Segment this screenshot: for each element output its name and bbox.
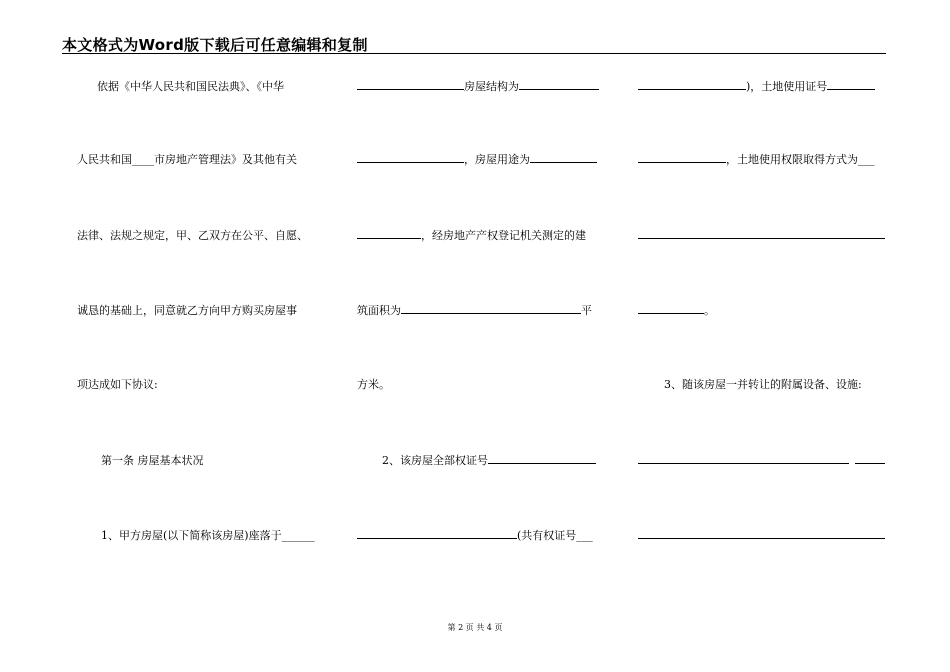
structure-label: 房屋结构为 [464,80,519,93]
col2-line-6 [382,454,596,468]
col2-line-3 [357,229,586,243]
blank-field [638,304,704,314]
structure-blank [519,80,599,90]
blank-field [357,153,464,163]
blank-field [855,454,885,464]
col2-line-2 [357,153,597,167]
col1-line-2: 人民共和国____市房地产管理法》及其他有关 [77,153,297,166]
col3-line-1 [638,80,875,94]
article-1-heading: 第一条 房屋基本状况 [101,454,204,467]
col2-line-7 [357,529,593,543]
col3-line-3 [638,229,885,243]
blank-field [638,529,885,539]
location-blank: ______ [281,529,315,542]
registry-label: ，经房地产产权登记机关测定的建 [421,229,586,242]
col2-line-4 [357,304,592,318]
col1-line-3: 法律、法规之规定，甲、乙双方在公平、自愿、 [77,229,308,242]
land-acquisition-label: ，土地使用权限取得方式为___ [726,153,875,166]
area-blank [401,304,581,314]
area-label: 筑面积为 [357,304,401,317]
col3-line-6 [638,454,885,468]
col1-line-7 [101,529,315,543]
co-ownership-label: (共有权证号___ [517,529,593,542]
area-unit: 平 [581,304,592,317]
usage-label: ，房屋用途为 [464,153,530,166]
location-label: 1、甲方房屋(以下简称该房屋)座落于 [101,529,282,542]
land-cert-blank [827,80,875,90]
blank-field [357,80,464,90]
land-cert-label: )，土地使用证号 [746,80,828,93]
col1-line-5: 项达成如下协议: [77,378,158,391]
col3-line-2 [638,153,875,167]
col3-line-7 [638,529,885,543]
col1-line-4: 诚恳的基础上，同意就乙方向甲方购买房屋事 [77,304,297,317]
col2-line-1 [357,80,599,94]
page-number: 第 2 页 共 4 页 [447,623,503,632]
attached-facilities-clause: 3、随该房屋一并转让的附属设备、设施: [664,378,862,391]
certificate-label: 2、该房屋全部权证号 [382,454,488,467]
col2-line-5: 方米。 [357,378,390,391]
blank-field [638,454,849,464]
document-header: 本文格式为Word版下载后可任意编辑和复制 [62,36,368,54]
usage-blank [530,153,597,163]
period: 。 [704,304,715,317]
header-rule [62,53,886,54]
blank-field [357,229,421,239]
blank-field [638,153,726,163]
col1-line-1: 依据《中华人民共和国民法典》、《中华 [97,80,284,93]
blank-field [638,80,746,90]
certificate-blank [488,454,596,464]
blank-field [357,529,517,539]
blank-field [638,229,885,239]
col3-line-4 [638,304,715,318]
